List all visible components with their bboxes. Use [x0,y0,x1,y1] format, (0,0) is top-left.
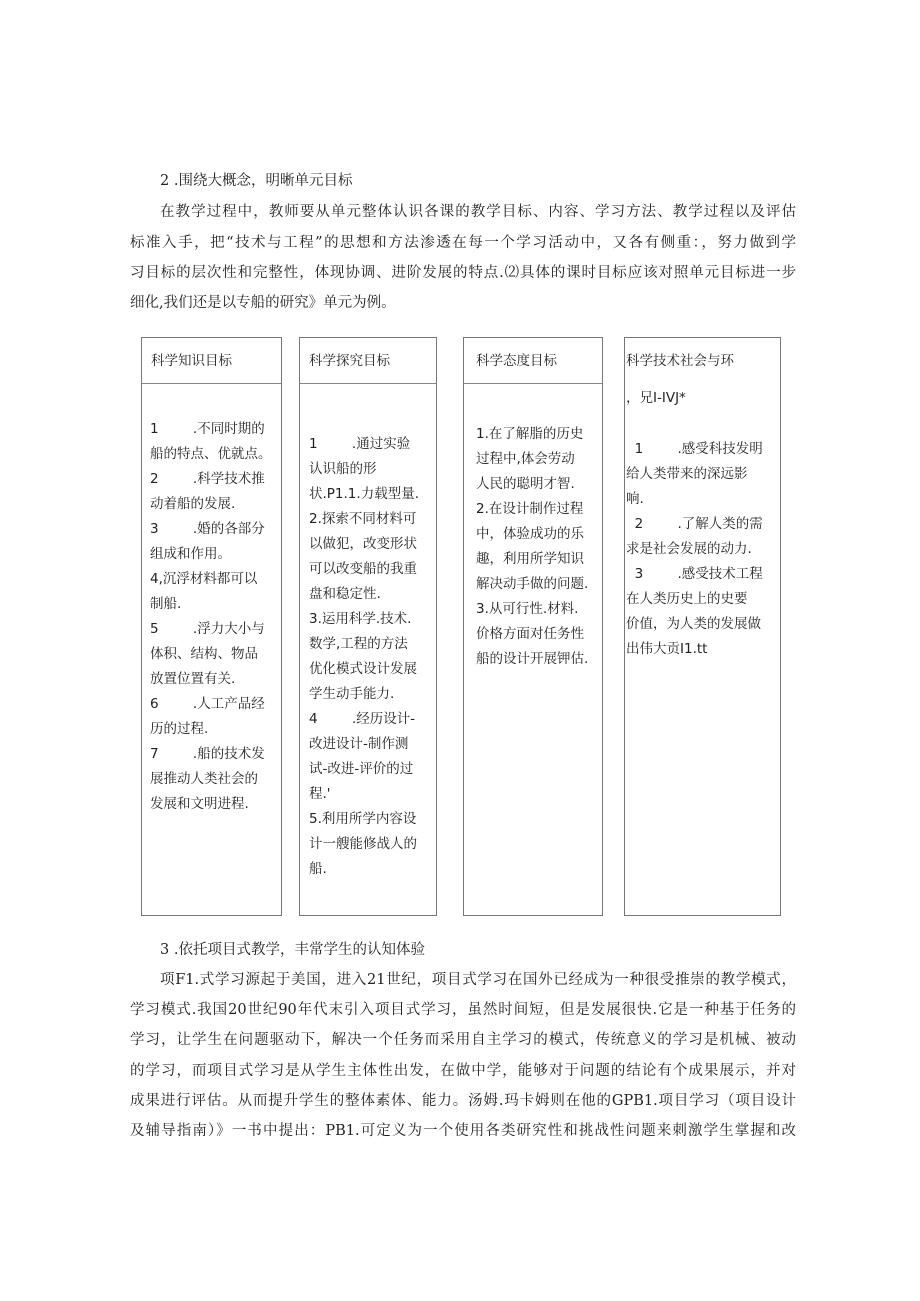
goal-item-line: 数学,工程的方法 [309,636,408,652]
paragraph-line: 在教学过程中，教师要从单元整体认识各课的教学目标、内容、学习方法、教学过程以及评估 [160,204,796,220]
goal-item-line: 发展和文明进程. [150,796,249,812]
goal-item-line: 求是社会发展的动力. [626,541,752,557]
paragraph-line: 的学习，而项目式学习是从学生主体性出发，在做中学，能够对于问题的结论有个成果展示，并对 [130,1063,796,1079]
goal-item-line: 趣，利用所学知识 [476,551,584,567]
goal-item-line: 1 .感受科技发明 [626,441,763,457]
divider [464,383,602,384]
goal-item-line: 4,沉浮材料都可以 [150,571,258,587]
goal-item-line: 2 .了解人类的需 [626,516,763,532]
goal-box-sts [624,337,781,916]
goal-item-line: 组成和作用。 [150,546,231,562]
goal-item-line: 2.在设计制作过程 [476,501,584,517]
section-3-heading: 3 .依托项目式教学，丰常学生的认知体验 [160,942,425,958]
goal-list [476,422,588,672]
goal-title: 科学技术社会与环 [626,353,734,369]
goal-item-line: 盘和稳定性. [309,586,381,602]
goal-item-line: 中，体验成功的乐 [476,526,584,542]
goal-item-line: 改进设计-制作测 [309,736,409,752]
goal-item-line: 3.从可行性.材料. [476,601,579,617]
goal-item-line: 状.P1.1.力载型量. [309,486,419,502]
goal-item-line: 2.探索不同材料可 [309,511,417,527]
paragraph-line: 习目标的层次性和完整性，体现协调、进阶发展的特点.⑵具体的课时目标应该对照单元目标进一步 [130,265,796,281]
divider [300,383,436,384]
goal-item-line: 5.利用所学内容设 [309,811,417,827]
goal-item-line: 1.在了解脂的历史 [476,426,584,442]
goal-box-attitude [463,337,603,916]
section-2-heading: 2 .围绕大概念，明晰单元目标 [160,173,353,189]
goal-item-line: 程.' [309,786,331,802]
goal-item-line: 人民的聪明才智. [476,476,575,492]
goal-box-knowledge [141,337,282,916]
divider [142,383,281,384]
goal-item-line: 可以改变船的我重 [309,561,417,577]
goal-item-line: 在人类历史上的史要 [626,591,748,607]
goal-item-line: 3 .感受技术工程 [626,566,763,582]
goal-item-line: 体积、结构、物品 [150,646,258,662]
goal-item-line: 计一艘能修战人的 [309,836,417,852]
goal-item-line: 优化模式设计发展 [309,661,417,677]
goal-item-line: 动着船的发展. [150,496,236,512]
goal-item-line: 4 .经历设计- [309,711,416,727]
goal-list [626,437,763,662]
goal-box-inquiry [299,337,437,916]
paragraph-line: 学习，让学生在问题驱动下，解决一个任务而采用自主学习的模式，传统意义的学习是机械、被动 [130,1032,796,1048]
goal-title: 科学知识目标 [151,353,232,369]
goal-item-line: 价格方面对任务性 [476,626,584,642]
goal-title: 科学探究目标 [309,353,390,369]
paragraph-line: 标准入手，把“技术与工程”的思想和方法渗透在每一个学习活动中，又各有侧重：，努力做到学 [130,235,796,251]
goal-item-line: 解决动手做的问题. [476,576,589,592]
goal-item-line: 响. [626,491,644,507]
goal-item-line: 认识船的形 [309,461,377,477]
goal-subtitle: ，兄I-IVJ* [626,390,686,406]
goal-item-line: 放置位置有关. [150,671,236,687]
paragraph-line: 细化,我们还是以专船的研究》单元为例。 [130,295,396,311]
paragraph-line: 学习模式.我国20世纪90年代末引入项目式学习，虽然时间短，但是发展很快.它是一种基于任务的 [130,1002,796,1018]
goal-list [150,417,272,817]
goal-item-line: 6 .人工产品经 [150,696,265,712]
goal-item-line: 展推动人类社会的 [150,771,258,787]
goal-list [309,432,419,882]
goal-item-line: 学生动手能力. [309,686,395,702]
paragraph-line: 成果进行评估。从而提升学生的整体素体、能力。汤姆.玛卡姆则在他的GPB1.项目学习（项目设计 [130,1093,796,1109]
goal-item-line: 价值，为人类的发展做 [626,616,761,632]
paragraph-line: 项F1.式学习源起于美国，进入21世纪，项目式学习在国外已经成为一种很受推崇的教学模式， [160,972,796,988]
goal-item-line: 过程中,体会劳动 [476,451,575,467]
goal-item-line: 7 .船的技术发 [150,746,265,762]
goal-item-line: 5 .浮力大小与 [150,621,265,637]
goal-item-line: 3.运用科学.技术. [309,611,412,627]
paragraph-line: 及辅导指南）》一书中提出：PB1.可定义为一个使用各类研究性和挑战性问题来刺激学生掌握和改 [130,1123,796,1139]
goal-item-line: 1 .通过实验 [309,436,411,452]
goal-item-line: 试-改进-评价的过 [309,761,414,777]
goal-item-line: 制船. [150,596,182,612]
goal-item-line: 1 .不同时期的 [150,421,265,437]
goal-item-line: 船. [309,861,327,877]
goal-item-line: 船的设计开展钾估. [476,651,589,667]
goal-item-line: 以做犯，改变形状 [309,536,417,552]
goal-item-line: 3 .婚的各部分 [150,521,265,537]
goal-title: 科学态度目标 [476,353,557,369]
goal-item-line: 出伟大贡I1.tt [626,641,708,657]
goal-item-line: 船的特点、优就点。 [150,446,272,462]
goal-item-line: 历的过程. [150,721,209,737]
goal-item-line: 给人类带来的深远影 [626,466,748,482]
goal-item-line: 2 .科学技术推 [150,471,265,487]
